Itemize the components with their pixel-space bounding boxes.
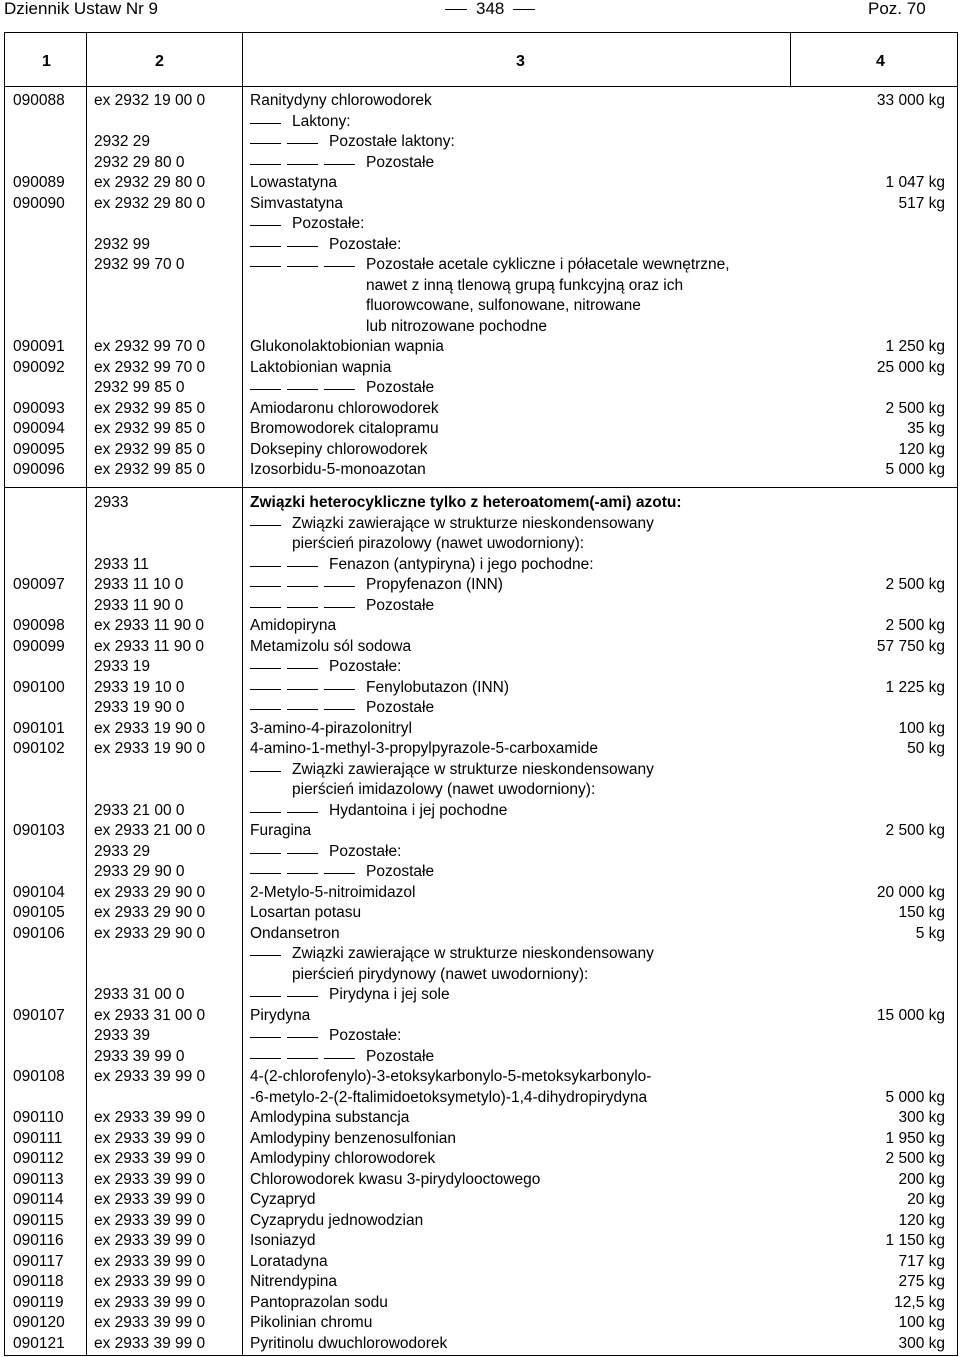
cn-code-cell: 2933 29 90 0 <box>94 863 185 880</box>
cn-code-cell: ex 2933 29 90 0 <box>94 924 206 942</box>
table-row <box>5 1211 959 1232</box>
table-row <box>5 91 959 112</box>
quantity-cell: 300 kg <box>898 1109 945 1126</box>
indent-dash <box>287 853 318 854</box>
description-text: Doksepiny chlorowodorek <box>250 440 428 458</box>
column-number-4: 4 <box>876 53 885 70</box>
table-row <box>5 1252 959 1273</box>
journal-title: Dziennik Ustaw Nr 9 <box>4 0 158 18</box>
indent-dash <box>324 586 355 587</box>
cn-code-cell: 2933 19 10 0 <box>94 678 185 696</box>
quantity-cell: 50 kg <box>907 740 945 757</box>
quantity-cell: 2 500 kg <box>885 399 945 417</box>
description-text: Amlodypina substancja <box>250 1109 410 1126</box>
table-row <box>5 1293 959 1314</box>
description-text: Amlodypiny benzenosulfonian <box>250 1129 456 1147</box>
table-row <box>5 1313 959 1334</box>
quantity-cell: 20 kg <box>907 1191 945 1208</box>
quantity-cell: 120 kg <box>898 440 945 458</box>
table-row <box>5 1006 959 1027</box>
table-row <box>5 780 959 801</box>
description-text: Laktony: <box>292 112 351 130</box>
table-row <box>5 255 959 276</box>
quantity-cell: 33 000 kg <box>876 92 945 109</box>
indent-dash <box>324 689 355 690</box>
indent-dash <box>324 607 355 608</box>
cn-code-cell: ex 2932 29 80 0 <box>94 194 206 212</box>
cn-code-cell: 2932 99 <box>94 235 151 253</box>
quantity-cell: 1 950 kg <box>885 1129 945 1147</box>
position-number-cell: 090101 <box>13 719 65 737</box>
quantity-cell: 20 000 kg <box>876 883 945 901</box>
cn-code-cell: ex 2932 99 85 0 <box>94 440 206 458</box>
position-number-cell: 090121 <box>13 1334 65 1352</box>
page-header <box>0 0 960 22</box>
table-row <box>5 1067 959 1088</box>
description-text: Amidopiryna <box>250 617 337 634</box>
column-number-1: 1 <box>42 53 51 70</box>
description-text: Pirydyna <box>250 1006 311 1024</box>
description-text: Hydantoina i jej pochodne <box>329 801 508 819</box>
quantity-cell: 12,5 kg <box>894 1293 945 1311</box>
quantity-cell: 5 kg <box>915 924 945 942</box>
table-row <box>5 883 959 904</box>
table-row <box>5 801 959 822</box>
cn-code-cell: 2932 99 70 0 <box>94 256 185 273</box>
position-number-cell: 090093 <box>13 399 65 417</box>
indent-dash <box>287 566 318 567</box>
description-text: lub nitrozowane pochodne <box>366 317 547 335</box>
position-number-cell: 090102 <box>13 740 65 757</box>
table-row <box>5 637 959 658</box>
description-text: Pozostałe laktony: <box>329 133 455 150</box>
cn-code-cell: ex 2933 39 99 0 <box>94 1191 206 1208</box>
goods-table <box>4 32 958 1356</box>
cn-code-cell: ex 2933 39 99 0 <box>94 1150 206 1167</box>
table-row <box>5 460 959 481</box>
position-number-cell: 090110 <box>13 1109 64 1126</box>
description-text: Pozostałe: <box>329 842 402 860</box>
indent-dash <box>250 709 281 710</box>
cn-code-cell: ex 2933 39 99 0 <box>94 1129 206 1147</box>
description-text: Chlorowodorek kwasu 3-pirydylooctowego <box>250 1170 541 1188</box>
quantity-cell: 100 kg <box>898 1314 945 1331</box>
table-row <box>5 842 959 863</box>
cn-code-cell: ex 2933 39 99 0 <box>94 1314 206 1331</box>
cn-code-cell: ex 2933 21 00 0 <box>94 822 206 839</box>
indent-dash <box>287 586 318 587</box>
indent-dash <box>250 225 281 226</box>
description-text: Pozostałe <box>366 1047 435 1065</box>
indent-dash <box>250 164 281 165</box>
table-row <box>5 514 959 535</box>
table-row <box>5 1129 959 1150</box>
position-number-cell: 090104 <box>13 883 65 901</box>
cn-code-cell: 2933 39 99 0 <box>94 1047 185 1065</box>
table-row <box>5 419 959 440</box>
table-row <box>5 214 959 235</box>
indent-dash <box>324 709 355 710</box>
cn-code-cell: ex 2933 39 99 0 <box>94 1334 206 1352</box>
description-text: Pantoprazolan sodu <box>250 1293 388 1311</box>
position-number-cell: 090089 <box>13 174 65 191</box>
description-text: Związki zawierające w strukturze nieskondensowany <box>292 514 654 532</box>
table-row <box>5 596 959 617</box>
cn-code-cell: ex 2932 99 85 0 <box>94 420 206 437</box>
page-number <box>436 0 544 19</box>
indent-dash <box>250 689 281 690</box>
cn-code-cell: 2933 19 <box>94 658 151 675</box>
description-text: Amlodypiny chlorowodorek <box>250 1150 436 1167</box>
indent-dash <box>287 709 318 710</box>
indent-dash <box>250 389 281 390</box>
cn-code-cell: ex 2932 19 00 0 <box>94 92 206 109</box>
indent-dash <box>250 668 281 669</box>
quantity-cell: 275 kg <box>898 1273 945 1290</box>
table-row <box>5 534 959 555</box>
column-number-2: 2 <box>155 53 164 70</box>
description-text: Fenazon (antypiryna) i jego pochodne: <box>329 555 594 573</box>
quantity-cell: 1 047 kg <box>885 174 945 191</box>
position-number-cell: 090117 <box>13 1252 64 1270</box>
description-text: Amiodaronu chlorowodorek <box>250 399 439 417</box>
cn-code-cell: 2933 29 <box>94 842 151 860</box>
quantity-cell: 15 000 kg <box>876 1006 945 1024</box>
description-text: Glukonolaktobionian wapnia <box>250 338 444 355</box>
quantity-cell: 57 750 kg <box>876 637 945 655</box>
indent-dash <box>250 607 281 608</box>
cn-code-cell: ex 2932 99 70 0 <box>94 358 206 376</box>
quantity-cell: 5 000 kg <box>885 461 945 478</box>
table-row <box>5 1047 959 1068</box>
table-row <box>5 555 959 576</box>
description-text: Pozostałe: <box>329 658 402 675</box>
position-number-cell: 090111 <box>13 1129 63 1147</box>
table-row <box>5 575 959 596</box>
cn-code-cell: ex 2933 29 90 0 <box>94 883 206 901</box>
indent-dash <box>324 266 355 267</box>
description-text: 2-Metylo-5-nitroimidazol <box>250 883 416 901</box>
description-text: Furagina <box>250 822 312 839</box>
quantity-cell: 1 150 kg <box>885 1232 945 1249</box>
table-row <box>5 153 959 174</box>
table-row <box>5 616 959 637</box>
description-text: Ondansetron <box>250 924 340 942</box>
description-text: Bromowodorek citalopramu <box>250 420 439 437</box>
quantity-cell: 25 000 kg <box>876 358 945 376</box>
position-number-cell: 090103 <box>13 822 65 839</box>
description-text: 3-amino-4-pirazolonitryl <box>250 719 412 737</box>
indent-dash <box>250 1037 281 1038</box>
cn-code-cell: ex 2933 39 99 0 <box>94 1293 206 1311</box>
table-row <box>5 173 959 194</box>
quantity-cell: 717 kg <box>898 1252 945 1270</box>
cn-code-cell: 2933 11 10 0 <box>94 576 184 593</box>
quantity-cell: 2 500 kg <box>885 822 945 839</box>
table-row <box>5 760 959 781</box>
position-number-cell: 090105 <box>13 904 65 921</box>
indent-dash <box>324 389 355 390</box>
cn-code-cell: ex 2932 99 70 0 <box>94 338 206 355</box>
description-text: 4-(2-chlorofenylo)-3-etoksykarbonylo-5-metoksykarbonylo- <box>250 1068 652 1085</box>
table-row <box>5 1272 959 1293</box>
quantity-cell: 120 kg <box>898 1211 945 1229</box>
description-text: Laktobionian wapnia <box>250 358 392 376</box>
indent-dash <box>287 996 318 997</box>
cn-code-cell: 2933 11 90 0 <box>94 596 184 614</box>
description-text: Związki heterocykliczne tylko z heteroatomem(-ami) azotu: <box>250 494 682 511</box>
table-row <box>5 862 959 883</box>
quantity-cell: 5 000 kg <box>885 1088 945 1106</box>
description-text: Pozostałe <box>366 596 435 614</box>
table-row <box>5 296 959 317</box>
position-number-cell: 090092 <box>13 358 65 376</box>
description-text: Związki zawierające w strukturze nieskondensowany <box>292 945 654 962</box>
cn-code-cell: 2932 29 80 0 <box>94 153 185 171</box>
position-number-cell: 090106 <box>13 924 65 942</box>
table-row <box>5 985 959 1006</box>
cn-code-cell: 2933 21 00 0 <box>94 801 185 819</box>
description-text: 4-amino-1-methyl-3-propylpyrazole-5-carboxamide <box>250 740 599 757</box>
indent-dash <box>287 389 318 390</box>
cn-code-cell: ex 2933 39 99 0 <box>94 1252 206 1270</box>
quantity-cell: 1 250 kg <box>885 338 945 355</box>
cn-code-cell: ex 2932 29 80 0 <box>94 174 206 191</box>
table-row <box>5 1170 959 1191</box>
quantity-cell: 1 225 kg <box>885 678 945 696</box>
table-row <box>5 1334 959 1355</box>
table-row <box>5 678 959 699</box>
description-text: Losartan potasu <box>250 904 362 921</box>
description-text: Fenylobutazon (INN) <box>366 678 510 696</box>
table-row <box>5 317 959 338</box>
indent-dash <box>250 266 281 267</box>
column-number-3: 3 <box>516 53 525 70</box>
description-text: nawet z inną tlenową grupą funkcyjną oraz ich <box>366 276 684 294</box>
description-text: Cyzapryd <box>250 1191 316 1208</box>
indent-dash <box>250 566 281 567</box>
cn-code-cell: ex 2932 99 85 0 <box>94 399 206 417</box>
table-row <box>5 1026 959 1047</box>
description-text: Związki zawierające w strukturze nieskondensowany <box>292 760 654 778</box>
cn-code-cell: 2933 39 <box>94 1027 151 1044</box>
position-number-cell: 090099 <box>13 637 65 655</box>
table-row <box>5 1190 959 1211</box>
indent-dash <box>324 1058 355 1059</box>
position-number-cell: 090107 <box>13 1006 65 1024</box>
position-number-cell: 090096 <box>13 461 65 478</box>
cn-code-cell: ex 2933 39 99 0 <box>94 1211 206 1229</box>
description-text: Cyzaprydu jednowodzian <box>250 1211 424 1229</box>
indent-dash <box>287 689 318 690</box>
position-number-cell: 090115 <box>13 1211 64 1229</box>
table-row <box>5 194 959 215</box>
description-text: Propyfenazon (INN) <box>366 576 503 593</box>
column-divider-3 <box>790 33 791 87</box>
description-text: Pozostałe acetale cykliczne i półacetale wewnętrzne, <box>366 256 730 273</box>
description-text: pierścień pirydynowy (nawet uwodorniony): <box>292 965 589 983</box>
description-text: Ranitydyny chlorowodorek <box>250 92 432 109</box>
position-number-cell: 090116 <box>13 1232 64 1249</box>
position-number-cell: 090120 <box>13 1314 65 1331</box>
position-number-cell: 090095 <box>13 440 65 458</box>
description-text: pierścień imidazolowy (nawet uwodorniony): <box>292 781 596 798</box>
indent-dash <box>287 246 318 247</box>
description-text: Pozostałe <box>366 699 435 716</box>
table-row <box>5 1149 959 1170</box>
quantity-cell: 200 kg <box>898 1170 945 1188</box>
table-row <box>5 1231 959 1252</box>
description-text: Pozostałe <box>366 153 435 171</box>
page-number-text: 348 <box>476 0 505 18</box>
table-row <box>5 903 959 924</box>
table-row <box>5 1108 959 1129</box>
quantity-cell: 2 500 kg <box>885 617 945 634</box>
table-row <box>5 944 959 965</box>
indent-dash <box>250 853 281 854</box>
description-text: Pozostałe: <box>329 1027 402 1044</box>
indent-dash <box>250 955 281 956</box>
indent-dash <box>250 996 281 997</box>
indent-dash <box>250 771 281 772</box>
indent-dash <box>250 812 281 813</box>
cn-code-cell: ex 2933 39 99 0 <box>94 1232 206 1249</box>
cn-code-cell: ex 2932 99 85 0 <box>94 461 206 478</box>
quantity-cell: 517 kg <box>898 194 945 212</box>
quantity-cell: 2 500 kg <box>885 1150 945 1167</box>
cn-code-cell: ex 2933 11 90 0 <box>94 617 205 634</box>
description-text: fluorowcowane, sulfonowane, nitrowane <box>366 297 641 314</box>
cn-code-cell: ex 2933 39 99 0 <box>94 1170 206 1188</box>
position-number-cell: 090100 <box>13 678 65 696</box>
section-separator <box>5 487 957 488</box>
cn-code-cell: ex 2933 31 00 0 <box>94 1006 206 1024</box>
description-text: Izosorbidu-5-monoazotan <box>250 461 426 478</box>
indent-dash <box>287 812 318 813</box>
indent-dash <box>287 1058 318 1059</box>
cn-code-cell: 2932 29 <box>94 133 151 150</box>
indent-dash <box>287 668 318 669</box>
quantity-cell: 150 kg <box>898 904 945 921</box>
table-row <box>5 719 959 740</box>
position-number-cell: 090098 <box>13 617 65 634</box>
cn-code-cell: 2932 99 85 0 <box>94 379 185 396</box>
cn-code-cell: ex 2933 39 99 0 <box>94 1273 206 1290</box>
table-row <box>5 698 959 719</box>
position-number-cell: 090108 <box>13 1068 65 1085</box>
position-number-cell: 090114 <box>13 1191 64 1208</box>
position-number-cell: 090119 <box>13 1293 64 1311</box>
description-text: Metamizolu sól sodowa <box>250 637 412 655</box>
indent-dash <box>287 266 318 267</box>
cn-code-cell: ex 2933 19 90 0 <box>94 719 206 737</box>
table-row <box>5 739 959 760</box>
position-number-cell: 090091 <box>13 338 65 355</box>
position-number-cell: 090088 <box>13 92 65 109</box>
position-number-cell: 090112 <box>13 1150 64 1167</box>
table-row <box>5 132 959 153</box>
column-number-row <box>5 33 957 87</box>
indent-dash <box>250 246 281 247</box>
table-row <box>5 924 959 945</box>
table-row <box>5 965 959 986</box>
indent-dash <box>250 143 281 144</box>
cn-code-cell: ex 2933 39 99 0 <box>94 1109 206 1126</box>
position-number: Poz. 70 <box>868 0 926 18</box>
indent-dash <box>250 525 281 526</box>
description-text: Simvastatyna <box>250 194 344 212</box>
description-text: Nitrendypina <box>250 1273 338 1290</box>
table-row <box>5 493 959 514</box>
description-text: Pozostałe <box>366 863 435 880</box>
description-text: Pozostałe: <box>292 215 365 232</box>
indent-dash <box>324 164 355 165</box>
indent-dash <box>324 873 355 874</box>
indent-dash <box>250 873 281 874</box>
position-number-cell: 090094 <box>13 420 65 437</box>
description-text: Pikolinian chromu <box>250 1314 373 1331</box>
description-text: Loratadyna <box>250 1252 328 1270</box>
cn-code-cell: 2933 <box>94 494 129 511</box>
quantity-cell: 100 kg <box>898 719 945 737</box>
table-row <box>5 358 959 379</box>
table-row <box>5 440 959 461</box>
table-row <box>5 657 959 678</box>
indent-dash <box>287 607 318 608</box>
description-text: Pyritinolu dwuchlorowodorek <box>250 1334 448 1352</box>
position-number-cell: 090097 <box>13 576 65 593</box>
quantity-cell: 2 500 kg <box>885 576 945 593</box>
table-row <box>5 337 959 358</box>
position-number-cell: 090113 <box>13 1170 64 1188</box>
indent-dash <box>287 1037 318 1038</box>
cn-code-cell: ex 2933 39 99 0 <box>94 1068 206 1085</box>
description-text: Pirydyna i jej sole <box>329 986 450 1003</box>
table-row <box>5 112 959 133</box>
description-text: Pozostałe <box>366 379 435 396</box>
cn-code-cell: 2933 31 00 0 <box>94 986 185 1003</box>
quantity-cell: 35 kg <box>907 420 945 437</box>
cn-code-cell: 2933 11 <box>94 555 149 573</box>
indent-dash <box>287 143 318 144</box>
indent-dash <box>250 1058 281 1059</box>
description-text: -6-metylo-2-(2-ftalimidoetoksymetylo)-1,4-dihydropirydyna <box>250 1088 648 1106</box>
indent-dash <box>250 123 281 124</box>
table-row <box>5 399 959 420</box>
cn-code-cell: ex 2933 29 90 0 <box>94 904 206 921</box>
quantity-cell: 300 kg <box>898 1334 945 1352</box>
indent-dash <box>287 164 318 165</box>
table-row <box>5 235 959 256</box>
cn-code-cell: 2933 19 90 0 <box>94 699 185 716</box>
description-text: Lowastatyna <box>250 174 338 191</box>
position-number-cell: 090118 <box>13 1273 64 1290</box>
table-row <box>5 821 959 842</box>
description-text: pierścień pirazolowy (nawet uwodorniony): <box>292 535 585 552</box>
indent-dash <box>250 586 281 587</box>
table-row <box>5 276 959 297</box>
position-number-cell: 090090 <box>13 194 65 212</box>
table-row <box>5 1088 959 1109</box>
cn-code-cell: ex 2933 19 90 0 <box>94 740 206 757</box>
description-text: Pozostałe: <box>329 235 402 253</box>
indent-dash <box>287 873 318 874</box>
description-text: Isoniazyd <box>250 1232 316 1249</box>
cn-code-cell: ex 2933 11 90 0 <box>94 637 205 655</box>
table-row <box>5 378 959 399</box>
